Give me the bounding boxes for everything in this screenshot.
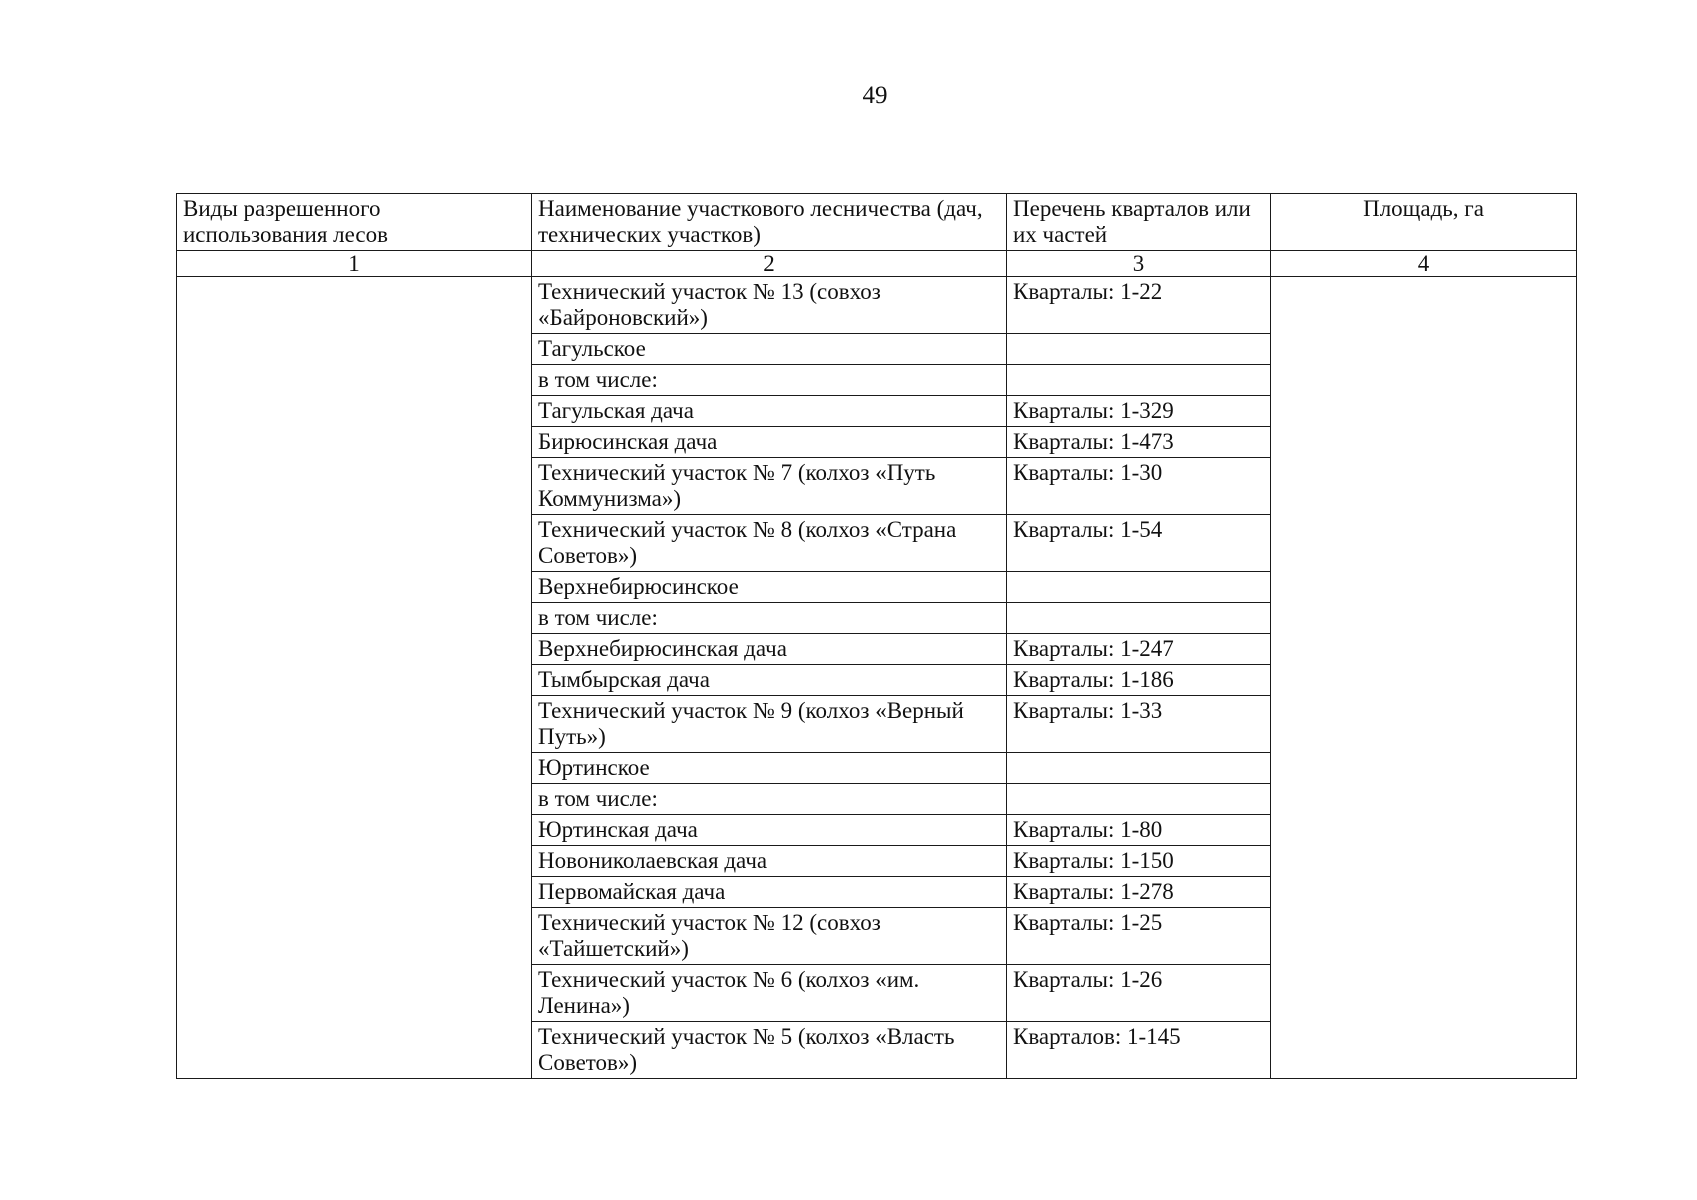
quarters-cell: Кварталы: 1-22 (1007, 277, 1271, 334)
forestry-name-cell: Технический участок № 12 (совхоз «Тайшетский») (532, 908, 1007, 965)
quarters-cell: Кварталы: 1-26 (1007, 965, 1271, 1022)
quarters-cell (1007, 603, 1271, 634)
column-number: 1 (177, 251, 532, 277)
table-body (177, 277, 1577, 1079)
quarters-cell: Кварталов: 1-145 (1007, 1022, 1271, 1079)
forestry-name-cell: в том числе: (532, 603, 1007, 634)
header-use-types: Виды разрешенного использования лесов (177, 194, 532, 251)
quarters-cell: Кварталы: 1-247 (1007, 634, 1271, 665)
forestry-name-cell: Технический участок № 6 (колхоз «им. Ленина») (532, 965, 1007, 1022)
forestry-name-cell: Технический участок № 13 (совхоз «Байроновский») (532, 277, 1007, 334)
quarters-cell: Кварталы: 1-25 (1007, 908, 1271, 965)
forestry-name-cell: Первомайская дача (532, 877, 1007, 908)
quarters-cell: Кварталы: 1-80 (1007, 815, 1271, 846)
column-number-row (177, 251, 1577, 277)
quarters-cell (1007, 365, 1271, 396)
column-number: 4 (1271, 251, 1577, 277)
table-row (177, 277, 1577, 334)
forestry-name-cell: в том числе: (532, 784, 1007, 815)
forestry-name-cell: Тагульское (532, 334, 1007, 365)
header-quarters-list: Перечень кварталов или их частей (1007, 194, 1271, 251)
column-number: 3 (1007, 251, 1271, 277)
forestry-name-cell: Технический участок № 9 (колхоз «Верный Путь») (532, 696, 1007, 753)
forestry-name-cell: Технический участок № 5 (колхоз «Власть Советов») (532, 1022, 1007, 1079)
forestry-name-cell: Юртинское (532, 753, 1007, 784)
quarters-cell: Кварталы: 1-150 (1007, 846, 1271, 877)
table-header-row (177, 194, 1577, 251)
area-cell (1271, 277, 1577, 1079)
quarters-cell: Кварталы: 1-30 (1007, 458, 1271, 515)
quarters-cell: Кварталы: 1-33 (1007, 696, 1271, 753)
forestry-name-cell: Новониколаевская дача (532, 846, 1007, 877)
quarters-cell: Кварталы: 1-473 (1007, 427, 1271, 458)
page-number: 49 (862, 82, 888, 109)
quarters-cell (1007, 784, 1271, 815)
forestry-name-cell: Верхнебирюсинское (532, 572, 1007, 603)
use-type-cell (177, 277, 532, 1079)
quarters-cell: Кварталы: 1-186 (1007, 665, 1271, 696)
header-forestry-name: Наименование участкового лесничества (дач, технических участков) (532, 194, 1007, 251)
header-area: Площадь, га (1271, 194, 1577, 251)
quarters-cell (1007, 572, 1271, 603)
forestry-name-cell: Верхнебирюсинская дача (532, 634, 1007, 665)
forestry-name-cell: в том числе: (532, 365, 1007, 396)
quarters-cell (1007, 753, 1271, 784)
column-number: 2 (532, 251, 1007, 277)
quarters-cell: Кварталы: 1-54 (1007, 515, 1271, 572)
quarters-cell: Кварталы: 1-278 (1007, 877, 1271, 908)
forestry-name-cell: Технический участок № 8 (колхоз «Страна Советов») (532, 515, 1007, 572)
quarters-cell: Кварталы: 1-329 (1007, 396, 1271, 427)
forestry-name-cell: Бирюсинская дача (532, 427, 1007, 458)
forestry-name-cell: Технический участок № 7 (колхоз «Путь Коммунизма») (532, 458, 1007, 515)
forestry-name-cell: Юртинская дача (532, 815, 1007, 846)
forest-use-table (176, 193, 1577, 1079)
forestry-name-cell: Тагульская дача (532, 396, 1007, 427)
forestry-name-cell: Тымбырская дача (532, 665, 1007, 696)
quarters-cell (1007, 334, 1271, 365)
